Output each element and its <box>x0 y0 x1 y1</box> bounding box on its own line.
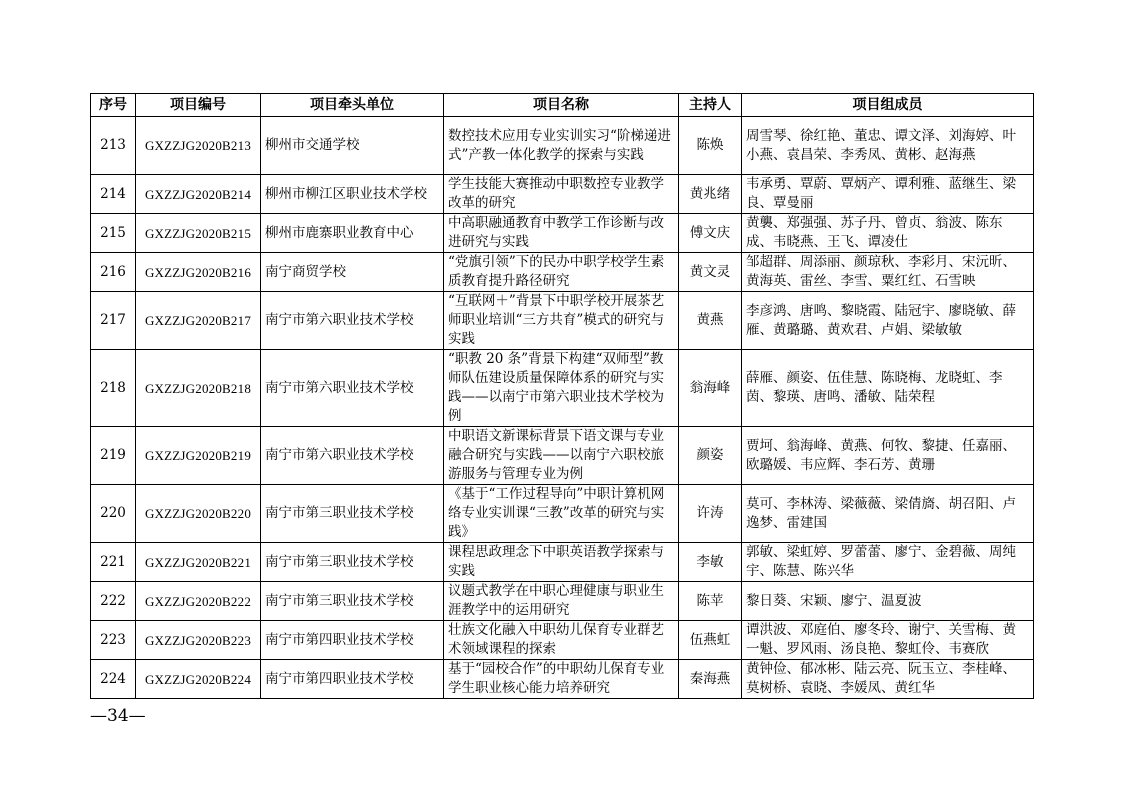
cell-lead-unit: 南宁市第四职业技术学校 <box>261 621 444 660</box>
cell-host: 陈焕 <box>679 117 742 175</box>
cell-members: 黄襲、郑强强、苏子丹、曾贞、翁波、陈东成、韦晓燕、王飞、谭凌仕 <box>742 214 1034 253</box>
cell-host: 傅文庆 <box>679 214 742 253</box>
cell-host: 黄文灵 <box>679 253 742 292</box>
table-row <box>91 660 1034 699</box>
cell-members: 黎日葵、宋颖、廖宁、温夏波 <box>742 582 1034 621</box>
cell-members: 黄钟俭、郁冰彬、陆云亮、阮玉立、李桂峰、莫树桥、袁晓、李媛凤、黄红华 <box>742 660 1034 699</box>
cell-project-code: GXZZJG2020B221 <box>136 543 261 582</box>
cell-host: 翁海峰 <box>679 350 742 427</box>
cell-project-code: GXZZJG2020B219 <box>136 427 261 485</box>
header-members: 项目组成员 <box>742 94 1034 117</box>
cell-members: 薛雁、颜姿、伍佳慧、陈晓梅、龙晓虹、李茵、黎瑛、唐鸣、潘敏、陆荣程 <box>742 350 1034 427</box>
cell-project-name: 中高职融通教育中教学工作诊断与改进研究与实践 <box>444 214 679 253</box>
cell-serial: 223 <box>91 621 136 660</box>
cell-lead-unit: 南宁市第三职业技术学校 <box>261 582 444 621</box>
cell-serial: 214 <box>91 175 136 214</box>
cell-lead-unit: 南宁商贸学校 <box>261 253 444 292</box>
table-row <box>91 485 1034 543</box>
cell-project-name: “党旗引领”下的民办中职学校学生素质教育提升路径研究 <box>444 253 679 292</box>
cell-project-name: 《基于“工作过程导向”中职计算机网络专业实训课“三教”改革的研究与实践》 <box>444 485 679 543</box>
cell-project-name: 议题式教学在中职心理健康与职业生涯教学中的运用研究 <box>444 582 679 621</box>
cell-project-code: GXZZJG2020B220 <box>136 485 261 543</box>
table-row <box>91 117 1034 175</box>
cell-host: 李敏 <box>679 543 742 582</box>
cell-project-name: “职教 20 条”背景下构建“双师型”教师队伍建设质量保障体系的研究与实践——以南宁市第六职业技术学校为例 <box>444 350 679 427</box>
cell-members: 韦承勇、覃蔚、覃炳产、谭利雅、蓝继生、梁良、覃曼丽 <box>742 175 1034 214</box>
cell-lead-unit: 南宁市第六职业技术学校 <box>261 292 444 350</box>
table-row <box>91 175 1034 214</box>
cell-serial: 217 <box>91 292 136 350</box>
cell-serial: 224 <box>91 660 136 699</box>
cell-lead-unit: 南宁市第六职业技术学校 <box>261 427 444 485</box>
table-row <box>91 582 1034 621</box>
cell-members: 邹超群、周添丽、颜琼秋、李彩月、宋沅昕、黄海英、雷丝、李雪、粟红红、石雪映 <box>742 253 1034 292</box>
cell-host: 秦海燕 <box>679 660 742 699</box>
table-row <box>91 292 1034 350</box>
cell-lead-unit: 柳州市柳江区职业技术学校 <box>261 175 444 214</box>
cell-project-code: GXZZJG2020B222 <box>136 582 261 621</box>
cell-host: 颜姿 <box>679 427 742 485</box>
cell-lead-unit: 南宁市第六职业技术学校 <box>261 350 444 427</box>
cell-project-name: 课程思政理念下中职英语教学探索与实践 <box>444 543 679 582</box>
cell-lead-unit: 南宁市第三职业技术学校 <box>261 543 444 582</box>
cell-project-code: GXZZJG2020B223 <box>136 621 261 660</box>
cell-lead-unit: 南宁市第四职业技术学校 <box>261 660 444 699</box>
cell-lead-unit: 柳州市鹿寨职业教育中心 <box>261 214 444 253</box>
table-row <box>91 214 1034 253</box>
table-row <box>91 621 1034 660</box>
cell-host: 黄兆绪 <box>679 175 742 214</box>
cell-project-name: 壮族文化融入中职幼儿保育专业群艺术领域课程的探索 <box>444 621 679 660</box>
cell-serial: 222 <box>91 582 136 621</box>
header-serial: 序号 <box>91 94 136 117</box>
cell-serial: 218 <box>91 350 136 427</box>
cell-members: 周雪琴、徐红艳、董忠、谭文泽、刘海婷、叶小燕、袁昌荣、李秀凤、黄彬、赵海燕 <box>742 117 1034 175</box>
cell-project-name: 学生技能大赛推动中职数控专业教学改革的研究 <box>444 175 679 214</box>
cell-host: 许涛 <box>679 485 742 543</box>
cell-project-name: 中职语文新课标背景下语文课与专业融合研究与实践——以南宁六职校旅游服务与管理专业为例 <box>444 427 679 485</box>
header-project-code: 项目编号 <box>136 94 261 117</box>
cell-project-code: GXZZJG2020B213 <box>136 117 261 175</box>
page-number: —34— <box>90 706 146 726</box>
cell-serial: 220 <box>91 485 136 543</box>
table-header-row <box>91 94 1034 117</box>
cell-project-name: “互联网＋”背景下中职学校开展茶艺师职业培训“三方共育”模式的研究与实践 <box>444 292 679 350</box>
cell-host: 黄燕 <box>679 292 742 350</box>
cell-members: 谭洪波、邓庭伯、廖冬玲、谢宁、关雪梅、黄一魁、罗风雨、汤良艳、黎虹伶、韦赛欣 <box>742 621 1034 660</box>
cell-members: 莫可、李林涛、梁薇薇、梁倩旖、胡召阳、卢逸梦、雷建国 <box>742 485 1034 543</box>
header-lead-unit: 项目牵头单位 <box>261 94 444 117</box>
cell-project-code: GXZZJG2020B218 <box>136 350 261 427</box>
cell-project-code: GXZZJG2020B216 <box>136 253 261 292</box>
table-row <box>91 543 1034 582</box>
header-project-name: 项目名称 <box>444 94 679 117</box>
cell-project-code: GXZZJG2020B224 <box>136 660 261 699</box>
cell-serial: 219 <box>91 427 136 485</box>
cell-serial: 213 <box>91 117 136 175</box>
cell-project-code: GXZZJG2020B214 <box>136 175 261 214</box>
cell-members: 李彦鸿、唐鸣、黎晓霞、陆冠宇、廖晓敏、薛雁、黄璐璐、黄欢君、卢娟、梁敏敏 <box>742 292 1034 350</box>
cell-host: 陈苹 <box>679 582 742 621</box>
cell-project-name: 数控技术应用专业实训实习“阶梯递进式”产教一体化教学的探索与实践 <box>444 117 679 175</box>
cell-members: 贾坷、翁海峰、黄燕、何牧、黎捷、任嘉丽、欧璐媛、韦应辉、李石芳、黄珊 <box>742 427 1034 485</box>
cell-project-name: 基于“园校合作”的中职幼儿保育专业学生职业核心能力培养研究 <box>444 660 679 699</box>
cell-lead-unit: 柳州市交通学校 <box>261 117 444 175</box>
cell-serial: 216 <box>91 253 136 292</box>
cell-project-code: GXZZJG2020B215 <box>136 214 261 253</box>
header-host: 主持人 <box>679 94 742 117</box>
cell-project-code: GXZZJG2020B217 <box>136 292 261 350</box>
table-row <box>91 253 1034 292</box>
table-row <box>91 427 1034 485</box>
table-row <box>91 350 1034 427</box>
cell-host: 伍燕虹 <box>679 621 742 660</box>
cell-members: 郭敏、梁虹婷、罗蕾蕾、廖宁、金碧薇、周纯宇、陈慧、陈兴华 <box>742 543 1034 582</box>
cell-serial: 215 <box>91 214 136 253</box>
project-table <box>90 93 1034 699</box>
cell-serial: 221 <box>91 543 136 582</box>
cell-lead-unit: 南宁市第三职业技术学校 <box>261 485 444 543</box>
